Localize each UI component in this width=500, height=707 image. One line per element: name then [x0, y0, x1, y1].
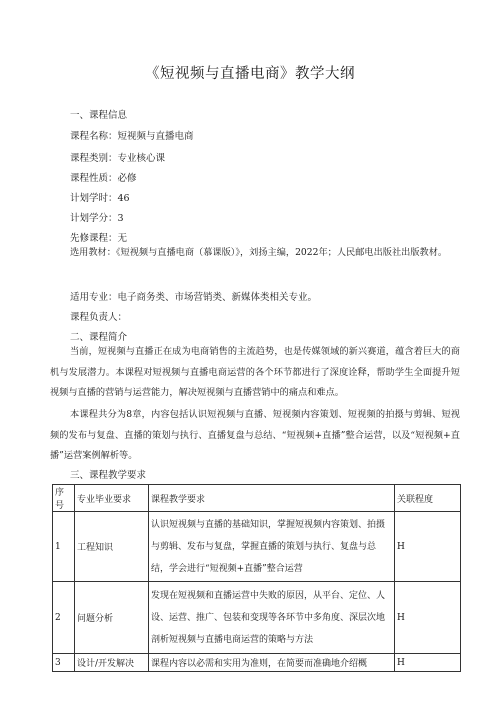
header-relevance: 关联程度 [395, 485, 461, 512]
header-graduation-requirement: 专业毕业要求 [75, 485, 149, 512]
section-heading-course-info: 一、课程信息 [70, 110, 128, 121]
course-category: 课程类别：专业核心课 [70, 153, 166, 164]
section-heading-teaching-requirements: 三、课程教学要求 [70, 470, 147, 481]
row-relevance: H [395, 654, 461, 672]
document-title: 《短视频与直播电商》教学大纲 [145, 66, 355, 82]
header-teaching-requirement: 课程教学要求 [149, 485, 395, 512]
row-no: 3 [53, 654, 75, 672]
table-row [53, 512, 461, 582]
row-relevance: H [395, 512, 461, 582]
row-graduation-requirement: 设计/开发解决 [75, 654, 149, 672]
intro-paragraph-2: 本课程共分为8章，内容包括认识短视频与直播、短视频内容策划、短视频的拍摄与剪辑、短视频的发布与复盘、直播的策划与执行、直播复盘与总结、“短视频+直播”整合运营，以及“短视频+直播”运营案例解析等。 [50, 409, 460, 461]
row-graduation-requirement: 工程知识 [75, 512, 149, 582]
row-relevance: H [395, 582, 461, 654]
row-no: 1 [53, 512, 75, 582]
table-header-row [53, 485, 461, 512]
row-teaching-requirement: 认识短视频与直播的基础知识，掌握短视频内容策划、拍摄与剪辑、发布与复盘，掌握直播的策划与执行、复盘与总结，学会进行“短视频+直播”整合运营 [149, 512, 395, 582]
planned-credits: 计划学分：3 [70, 213, 124, 224]
applicable-majors: 适用专业：电子商务类、市场营销类、新媒体类相关专业。 [70, 292, 318, 303]
course-nature: 课程性质：必修 [70, 173, 137, 184]
table-row [53, 654, 461, 672]
section-heading-course-intro: 二、课程简介 [70, 332, 128, 343]
textbook-info: 选用教材：《短视频与直播电商（慕课版）》，刘扬主编，2022年；人民邮电出版社出版教材。 [70, 247, 448, 258]
course-leader: 课程负责人： [70, 312, 128, 323]
row-no: 2 [53, 582, 75, 654]
row-teaching-requirement: 发现在短视频和直播运营中失败的原因，从平台、定位、人设、运营、推广、包装和变现等各环节中多角度、深层次地剖析短视频与直播电商运营的策略与方法 [149, 582, 395, 654]
table-row [53, 582, 461, 654]
header-no: 序号 [53, 485, 75, 512]
row-graduation-requirement: 问题分析 [75, 582, 149, 654]
course-name: 课程名称：短视频与直播电商 [70, 131, 194, 142]
planned-hours: 计划学时：46 [70, 193, 130, 204]
teaching-requirements-table [52, 484, 461, 672]
row-teaching-requirement: 课程内容以必需和实用为准则，在简要而准确地介绍概 [149, 654, 395, 672]
prerequisite-courses: 先修课程：无 [70, 233, 128, 244]
intro-paragraph-1: 当前，短视频与直播正在成为电商销售的主流趋势，也是传媒领域的新兴赛道，蕴含着巨大的商机与发展潜力。本课程对短视频与直播电商运营的各个环节都进行了深度诠释，帮助学生全面提升短视频与直播的营销与运营能力，解决短视频与直播营销中的痛点和难点。 [50, 346, 460, 398]
